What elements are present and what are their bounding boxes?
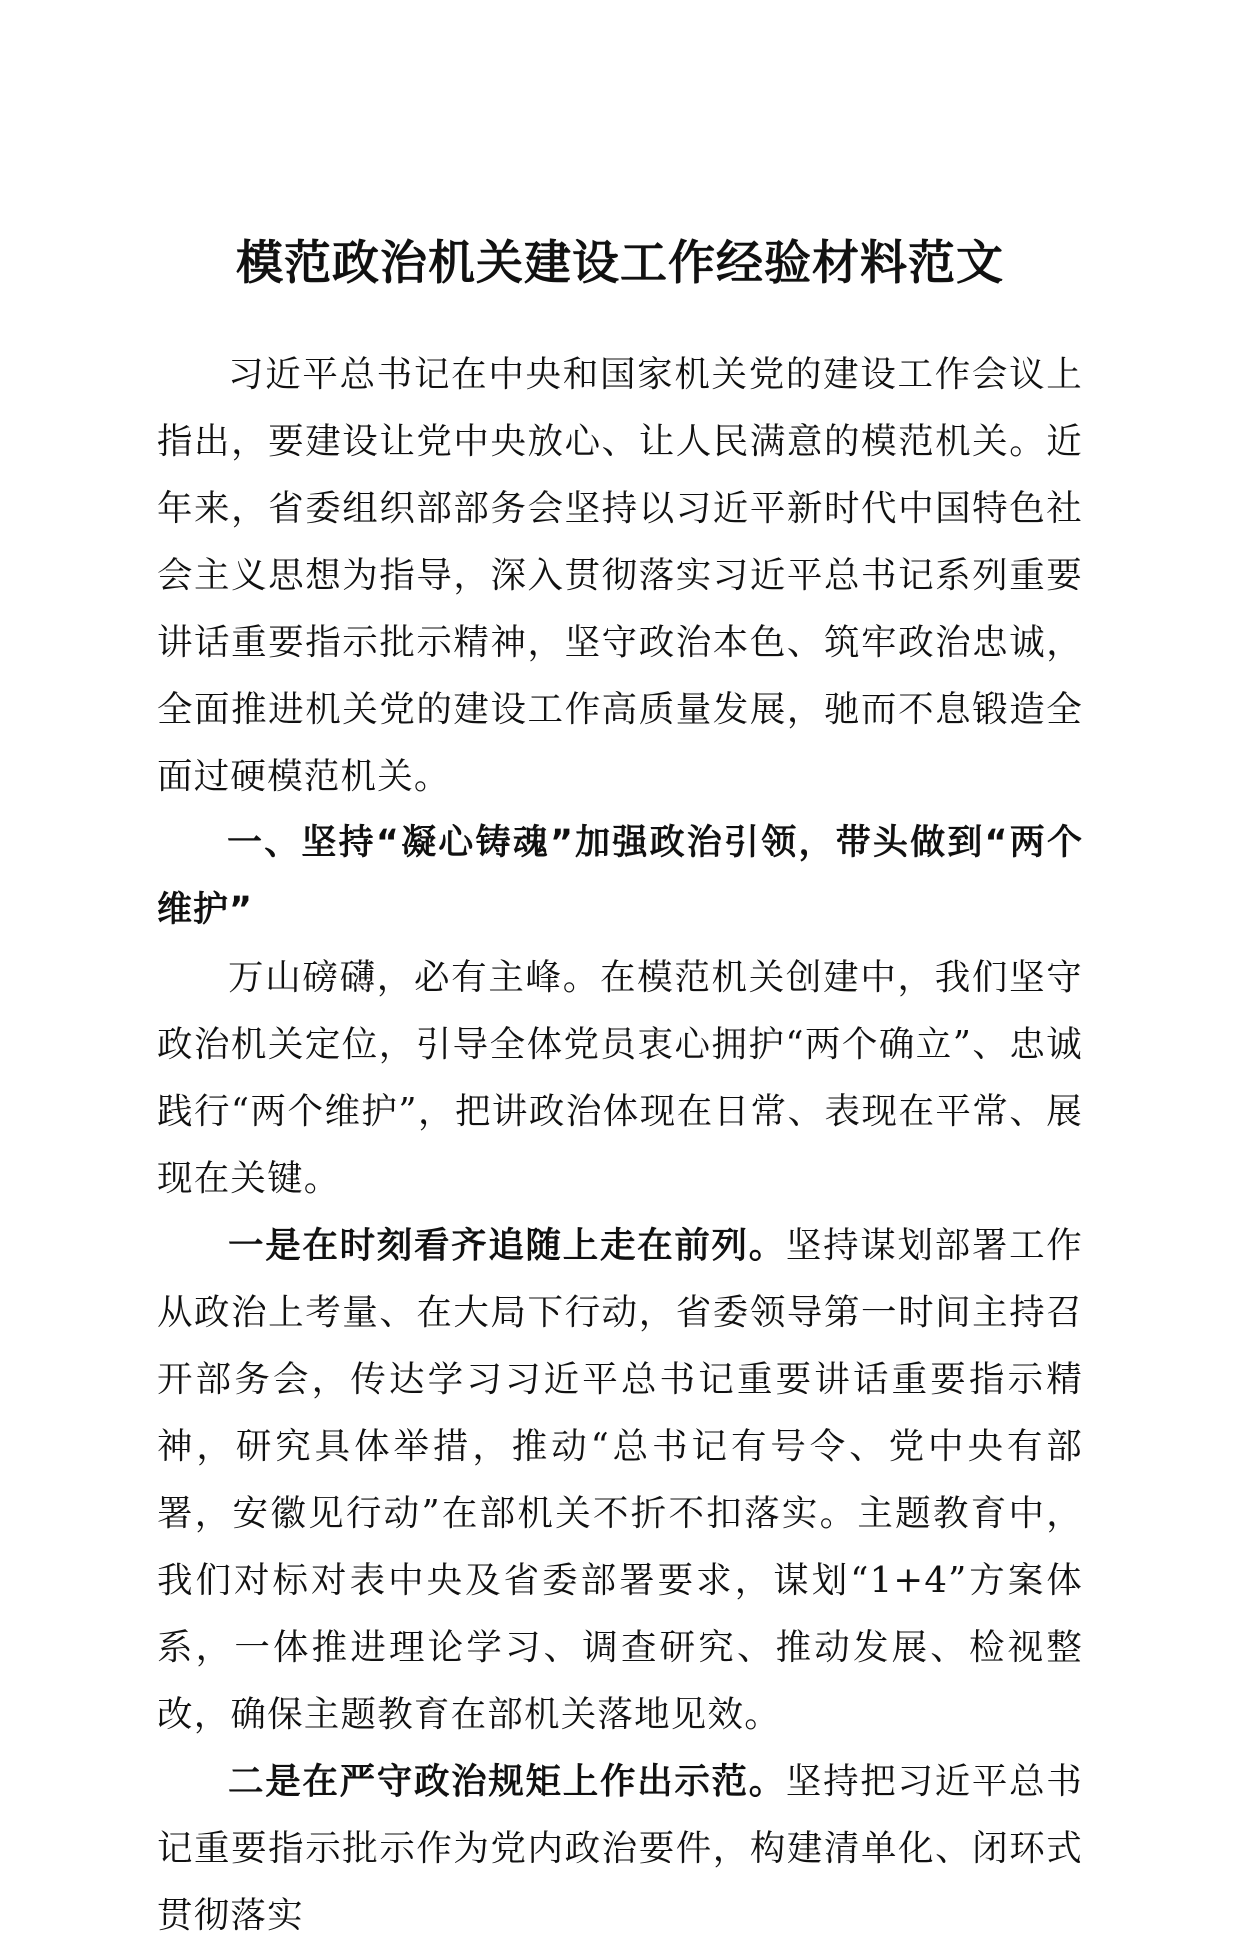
document-body [157, 341, 1083, 1949]
point-2-text: 坚持把习近平总书记重要指示批示作为党内政治要件，构建清单化、闭环式贯彻落实 [157, 1761, 1083, 1936]
point-2-paragraph [157, 1748, 1083, 1949]
section-1-paragraph: 万山磅礴，必有主峰。在模范机关创建中，我们坚守政治机关定位，引导全体党员衷心拥护“两个确立”、忠诚践行“两个维护”，把讲政治体现在日常、表现在平常、展现在关键。 [157, 957, 1083, 1199]
point-1-paragraph [157, 1212, 1083, 1748]
intro-paragraph: 习近平总书记在中央和国家机关党的建设工作会议上指出，要建设让党中央放心、让人民满意的模范机关。近年来，省委组织部部务会坚持以习近平新时代中国特色社会主义思想为指导，深入贯彻落实习近平总书记系列重要讲话重要指示批示精神，坚守政治本色、筑牢政治忠诚，全面推进机关党的建设工作高质量发展，驰而不息锻造全面过硬模范机关。 [157, 354, 1083, 797]
point-2-lead: 二是在严守政治规矩上作出示范。 [228, 1761, 786, 1802]
point-1-text: 坚持谋划部署工作从政治上考量、在大局下行动，省委领导第一时间主持召开部务会，传达学习习近平总书记重要讲话重要指示精神，研究具体举措，推动“总书记有号令、党中央有部署，安徽见行动”在部机关不折不扣落实。主题教育中，我们对标对表中央及省委部署要求，谋划“1+4”方案体系，一体推进理论学习、调查研究、推动发展、检视整改，确保主题教育在部机关落地见效。 [157, 1225, 1083, 1735]
point-1-lead: 一是在时刻看齐追随上走在前列。 [228, 1225, 786, 1266]
document-title: 模范政治机关建设工作经验材料范文 [236, 236, 1004, 291]
section-heading-1: 一、坚持“凝心铸魂”加强政治引领，带头做到“两个维护” [157, 823, 1083, 930]
